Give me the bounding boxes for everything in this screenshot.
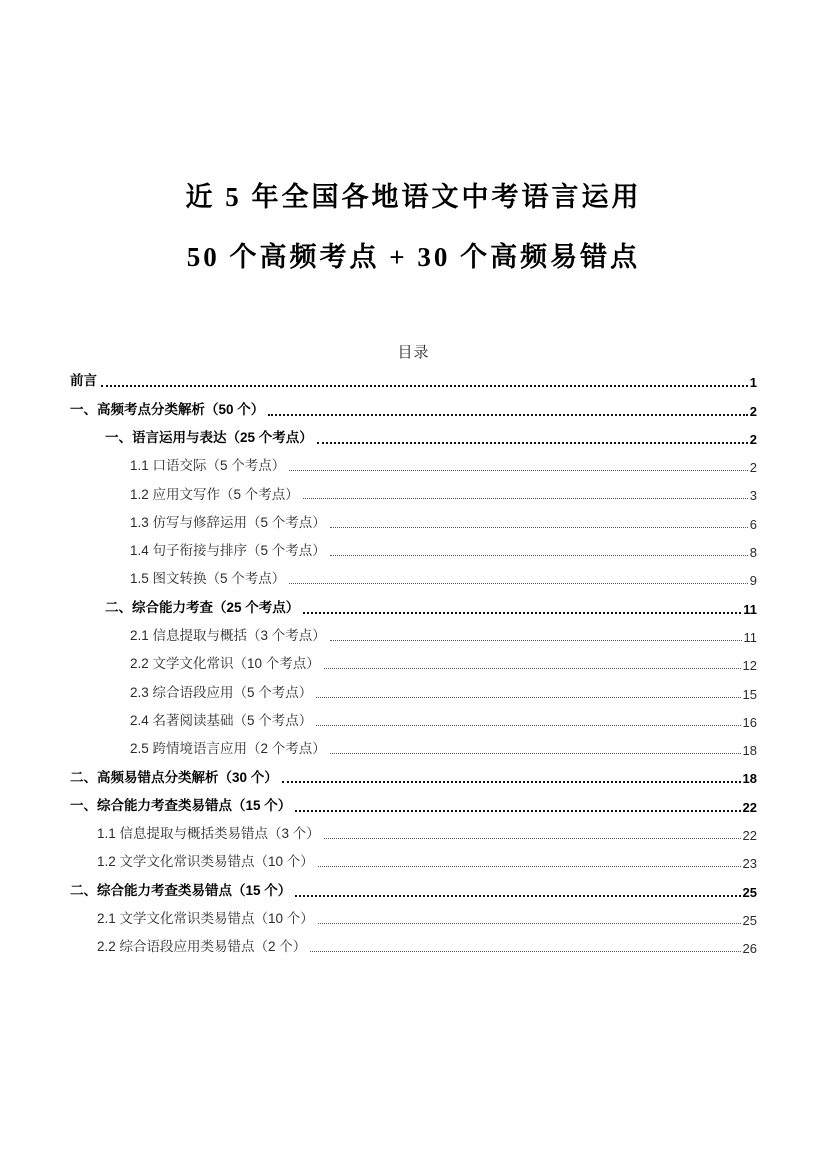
toc-entry-label: 1.3 仿写与修辞运用（5 个考点） [130, 514, 326, 530]
toc-leader-dots [289, 583, 747, 584]
toc-leader-dots [318, 923, 741, 924]
toc-leader-dots [330, 753, 741, 754]
toc-entry-label: 1.5 图文转换（5 个考点） [130, 571, 286, 587]
toc-entry-page: 18 [742, 771, 757, 787]
toc-entry[interactable] [70, 933, 757, 961]
toc-entry-page: 6 [749, 516, 757, 532]
toc-entry-page: 18 [742, 743, 757, 759]
toc-entry-page: 2 [749, 403, 757, 419]
toc-entry-label: 二、高频易错点分类解析（30 个） [70, 769, 278, 785]
toc-entry-label: 一、综合能力考查类易错点（15 个） [70, 797, 292, 813]
toc-entry-page: 25 [742, 912, 757, 928]
toc-list [70, 367, 757, 961]
toc-entry[interactable] [70, 735, 757, 763]
toc-entry[interactable] [70, 820, 757, 848]
toc-entry[interactable] [70, 707, 757, 735]
toc-entry-label: 二、综合能力考查类易错点（15 个） [70, 882, 292, 898]
toc-entry[interactable] [70, 452, 757, 480]
toc-entry-page: 15 [742, 686, 757, 702]
document-title [0, 0, 827, 271]
toc-entry[interactable] [70, 791, 757, 819]
toc-leader-dots [317, 442, 748, 444]
toc-entry[interactable] [70, 905, 757, 933]
toc-entry-label: 1.2 文学文化常识类易错点（10 个） [97, 854, 314, 870]
toc-entry[interactable] [70, 367, 757, 395]
toc-leader-dots [310, 951, 740, 952]
toc-leader-dots [316, 725, 740, 726]
toc-entry[interactable] [70, 508, 757, 536]
toc-entry-page: 2 [749, 460, 757, 476]
toc-entry-label: 2.4 名著阅读基础（5 个考点） [130, 712, 313, 728]
toc-entry-page: 25 [742, 884, 757, 900]
toc-entry-label: 1.1 口语交际（5 个考点） [130, 458, 286, 474]
toc-entry-page: 11 [743, 629, 757, 645]
toc-entry-label: 一、高频考点分类解析（50 个） [70, 401, 265, 417]
toc-entry-label: 2.1 信息提取与概括（3 个考点） [130, 628, 326, 644]
toc-entry-label: 前言 [70, 373, 97, 389]
toc-entry[interactable] [70, 678, 757, 706]
toc-entry-page: 22 [742, 799, 757, 815]
toc-entry-label: 1.2 应用文写作（5 个考点） [130, 486, 299, 502]
toc-entry-page: 12 [742, 658, 757, 674]
toc-entry-page: 16 [742, 714, 757, 730]
toc-heading: 目录 [397, 344, 430, 361]
toc-entry-label: 一、语言运用与表达（25 个考点） [105, 429, 313, 445]
title-line-1: 近 5 年全国各地语文中考语言运用 [185, 182, 642, 212]
toc-entry-label: 1.1 信息提取与概括类易错点（3 个） [97, 826, 320, 842]
toc-leader-dots [282, 781, 741, 783]
toc-entry-label: 2.5 跨情境语言应用（2 个考点） [130, 741, 326, 757]
toc-entry[interactable] [70, 848, 757, 876]
toc-entry-page: 3 [749, 488, 757, 504]
toc-entry-label: 2.3 综合语段应用（5 个考点） [130, 684, 313, 700]
toc-entry[interactable] [70, 480, 757, 508]
toc-leader-dots [316, 697, 740, 698]
toc-entry-page: 1 [749, 375, 757, 391]
toc-leader-dots [295, 810, 740, 812]
toc-entry[interactable] [70, 537, 757, 565]
toc-entry-page: 2 [749, 431, 757, 447]
toc-leader-dots [268, 414, 747, 416]
toc-leader-dots [330, 555, 748, 556]
toc-entry-page: 23 [742, 856, 757, 872]
toc-entry[interactable] [70, 763, 757, 791]
toc-entry-page: 26 [742, 941, 757, 957]
toc-leader-dots [303, 498, 748, 499]
toc-entry[interactable] [70, 650, 757, 678]
toc-entry[interactable] [70, 876, 757, 904]
toc-leader-dots [295, 895, 740, 897]
toc-leader-dots [324, 668, 741, 669]
toc-entry-page: 11 [743, 601, 757, 617]
title-line-2: 50 个高频考点 + 30 个高频易错点 [186, 242, 641, 272]
toc-entry-label: 2.1 文学文化常识类易错点（10 个） [97, 911, 314, 927]
toc-entry[interactable] [70, 593, 757, 621]
toc-leader-dots [101, 385, 748, 387]
toc-leader-dots [318, 866, 741, 867]
toc-leader-dots [330, 640, 742, 641]
toc-leader-dots [330, 527, 748, 528]
toc-entry-label: 1.4 句子衔接与排序（5 个考点） [130, 543, 326, 559]
toc-entry-page: 22 [742, 828, 757, 844]
toc-entry-label: 二、综合能力考查（25 个考点） [105, 599, 300, 615]
toc-leader-dots [324, 838, 741, 839]
toc-entry-page: 8 [749, 545, 757, 561]
toc-entry[interactable] [70, 424, 757, 452]
toc-entry[interactable] [70, 622, 757, 650]
toc-entry-label: 2.2 综合语段应用类易错点（2 个） [97, 939, 307, 955]
toc-entry[interactable] [70, 565, 757, 593]
toc-entry[interactable] [70, 395, 757, 423]
toc-entry-label: 2.2 文学文化常识（10 个考点） [130, 656, 320, 672]
toc-leader-dots [289, 470, 747, 471]
toc-entry-page: 9 [749, 573, 757, 589]
toc-leader-dots [303, 612, 741, 614]
